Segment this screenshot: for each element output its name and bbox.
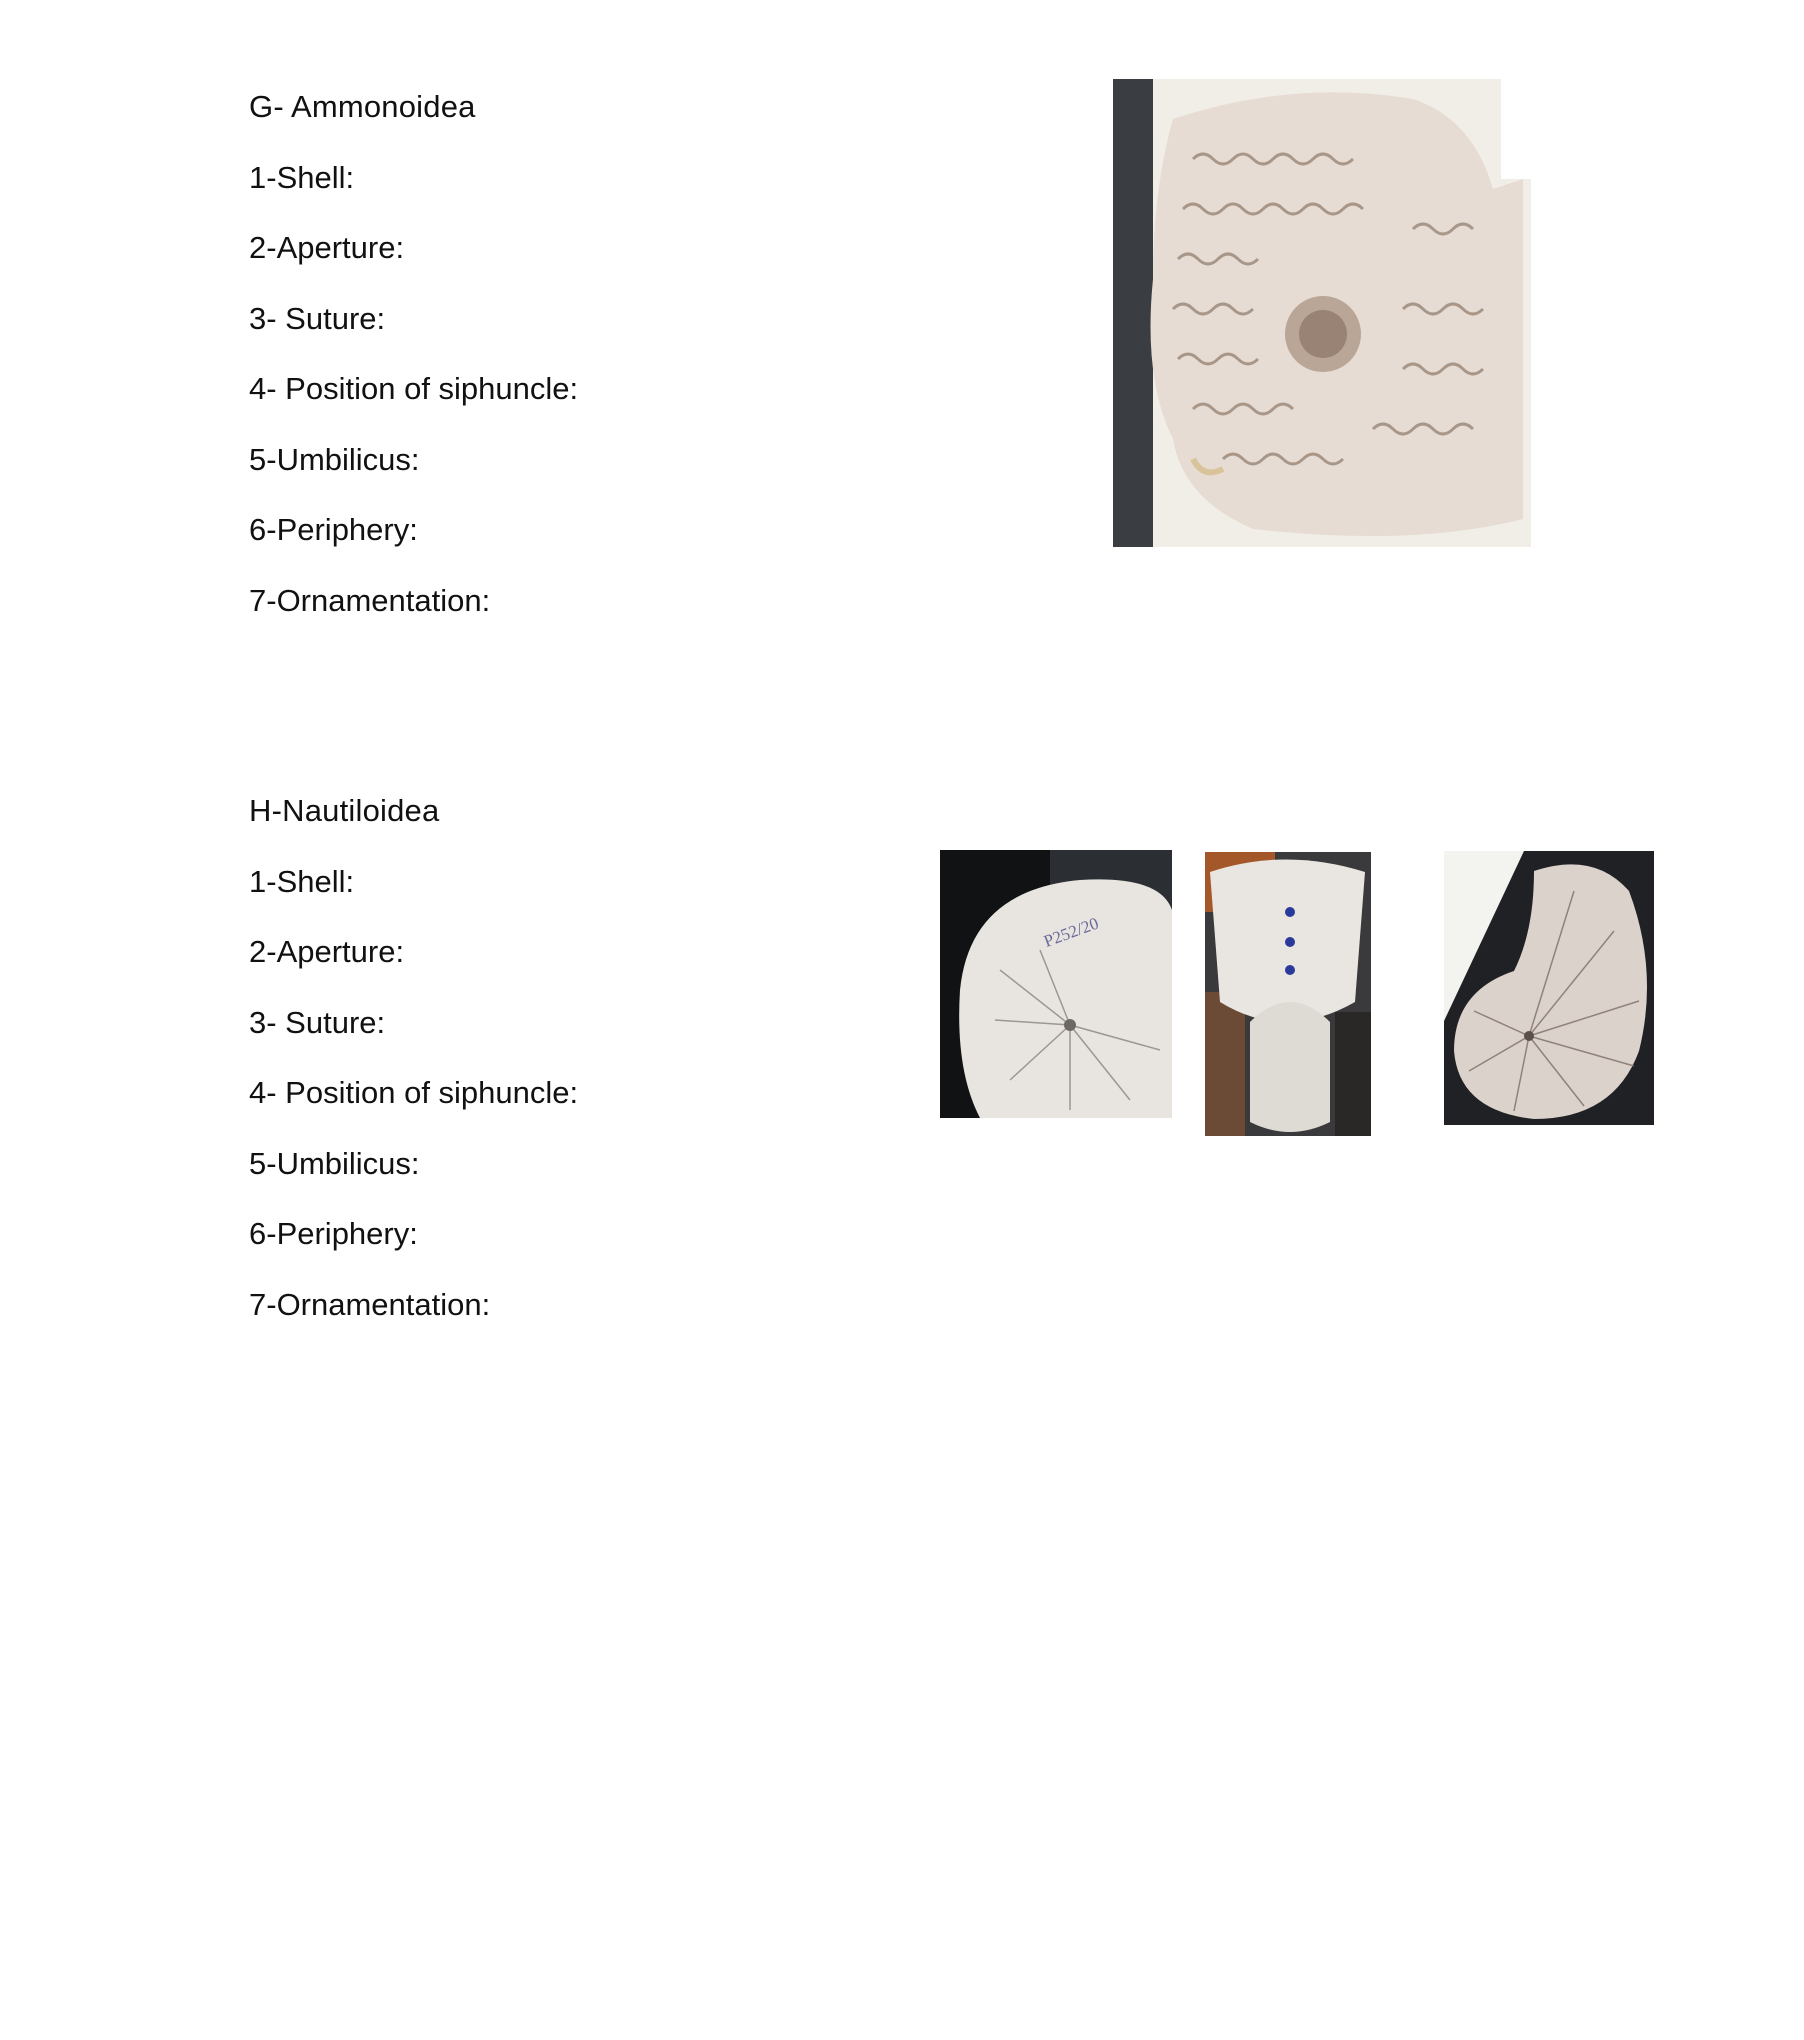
question-line: 1-Shell:: [249, 159, 355, 195]
question-line: 5-Umbilicus:: [249, 441, 420, 477]
section-heading: H-Nautiloidea: [249, 793, 440, 828]
question-line: 4- Position of siphuncle:: [249, 1075, 579, 1110]
section-ammonoidea: [249, 72, 578, 636]
question-line: 7-Ornamentation:: [249, 1286, 491, 1322]
question-line: 5-Umbilicus:: [249, 1145, 420, 1181]
question-line: 4- Position of siphuncle:: [249, 371, 579, 406]
question-line: 6-Periphery:: [249, 1216, 418, 1251]
question-line: 3- Suture:: [249, 300, 386, 336]
nautilus-other-side-photo: [1444, 851, 1654, 1125]
specimen-label-text: P252/20: [1041, 913, 1102, 951]
question-line: 3- Suture:: [249, 1004, 386, 1040]
question-line: 6-Periphery:: [249, 512, 418, 547]
section-heading: G- Ammonoidea: [249, 89, 476, 124]
section-nautiloidea: [249, 776, 578, 1340]
question-line: 2-Aperture:: [249, 230, 405, 265]
ammonite-photo: [1113, 79, 1531, 547]
nautilus-side-photo: [940, 850, 1172, 1118]
question-line: 7-Ornamentation:: [249, 582, 491, 618]
question-line: 2-Aperture:: [249, 934, 405, 969]
nautilus-aperture-photo: [1205, 852, 1371, 1136]
question-line: 1-Shell:: [249, 863, 355, 899]
